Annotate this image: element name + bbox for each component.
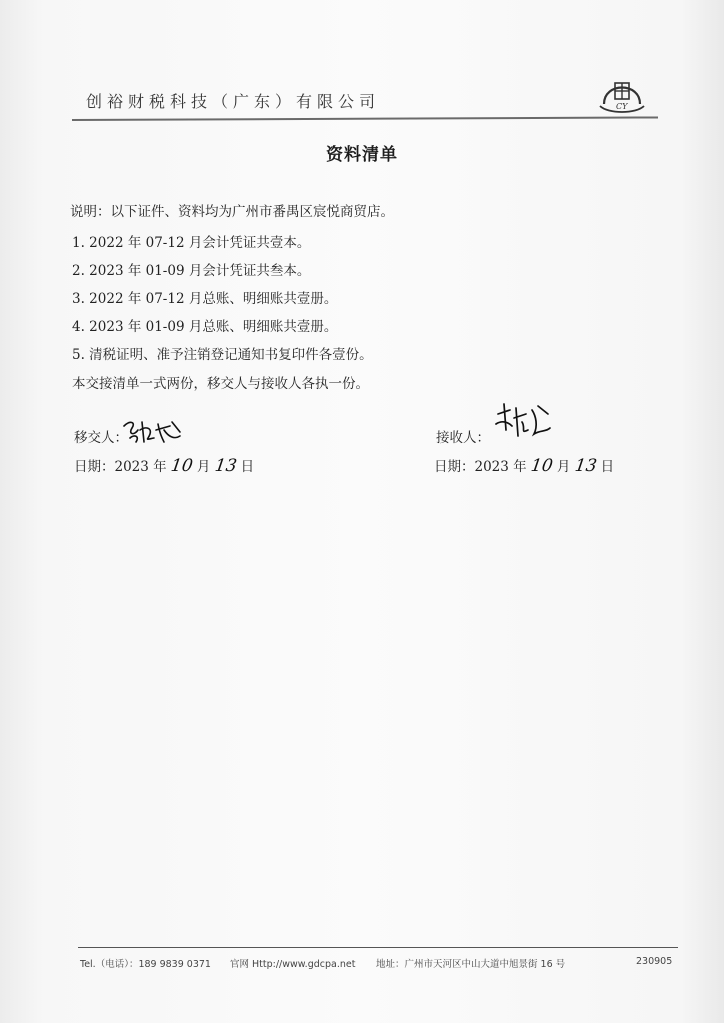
- handover-month-unit: 月: [196, 459, 211, 475]
- handover-month: 10: [169, 456, 194, 476]
- list-item: 1. 2022 年 07-12 月会计凭证共壹本。: [72, 235, 311, 251]
- company-name: 创裕财税科技（广东）有限公司: [86, 92, 381, 111]
- closing-text: 本交接清单一式两份，移交人与接收人各执一份。: [72, 376, 369, 392]
- receiver-date-prefix: 日期：2023 年: [434, 459, 527, 475]
- header-divider: [72, 116, 658, 121]
- receiver-month: 10: [529, 456, 554, 476]
- handover-date-prefix: 日期：2023 年: [74, 459, 167, 475]
- receiver-month-unit: 月: [556, 459, 571, 475]
- receiver-date: [434, 455, 614, 476]
- receiver-day-unit: 日: [600, 459, 615, 475]
- footer-code: 230905: [636, 956, 673, 967]
- list-item: 5. 清税证明、准予注销登记通知书复印件各壹份。: [72, 347, 373, 363]
- list-item: 3. 2022 年 07-12 月总账、明细账共壹册。: [72, 291, 338, 307]
- list-item: 2. 2023 年 01-09 月会计凭证共叁本。: [72, 263, 311, 279]
- svg-text:CY: CY: [616, 102, 628, 111]
- handover-day: 13: [213, 456, 238, 476]
- footer-tel: Tel.（电话）：189 9839 0371: [80, 959, 211, 970]
- handover-day-unit: 日: [240, 459, 255, 475]
- handover-date: [74, 455, 254, 476]
- receiver-day: 13: [573, 456, 598, 476]
- list-item: 4. 2023 年 01-09 月总账、明细账共壹册。: [72, 319, 338, 335]
- handover-signature: [120, 414, 190, 448]
- receiver-label: 接收人：: [436, 430, 490, 446]
- receiver-signature: [492, 400, 556, 444]
- footer-address: 地址：广州市天河区中山大道中旭景街 16 号: [376, 959, 566, 970]
- handover-label: 移交人：: [74, 430, 128, 446]
- footer-website: 官网 Http://www.gdcpa.net: [230, 959, 356, 970]
- footer-divider: [78, 947, 678, 948]
- intro-text: 说明：以下证件、资料均为广州市番禺区宸悦商贸店。: [70, 204, 394, 220]
- company-logo: [598, 74, 646, 116]
- document-title: 资料清单: [326, 145, 398, 165]
